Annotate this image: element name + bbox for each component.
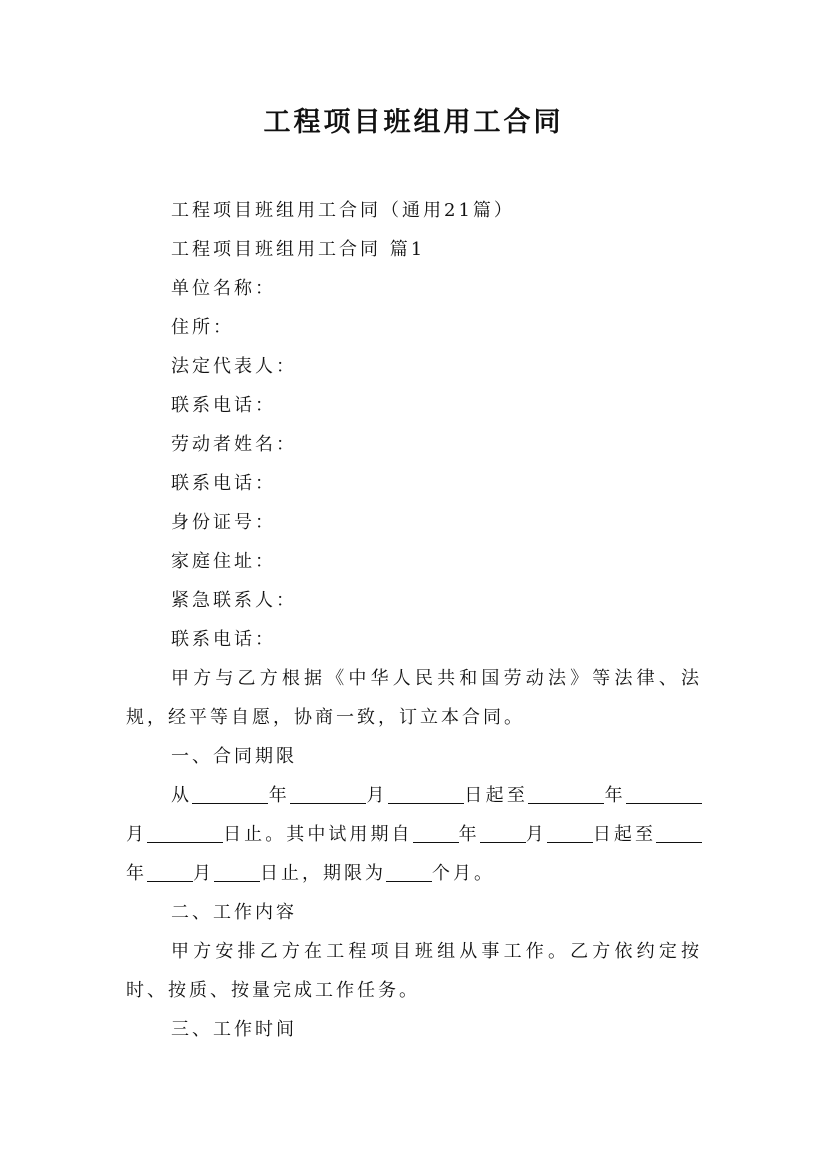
term-year-end: 年 [604, 785, 627, 806]
blank-line [656, 824, 702, 843]
trial-months: 个月。 [432, 863, 495, 884]
blank-line [413, 824, 459, 843]
blank-line [626, 785, 702, 804]
content-heading: 二、工作内容 [171, 902, 297, 923]
field-employer-name: 单位名称： [171, 278, 276, 299]
trial-year-end: 年 [126, 863, 147, 884]
term-month: 月 [366, 785, 388, 806]
document-subtitle: 工程项目班组用工合同（通用21篇） [171, 200, 515, 221]
field-home-address: 家庭住址： [171, 551, 276, 572]
term-day-start: 日起至 [463, 785, 529, 806]
time-heading: 三、工作时间 [171, 1019, 297, 1040]
term-paragraph [126, 776, 702, 893]
blank-line [147, 863, 193, 882]
blank-line [214, 863, 260, 882]
trial-day-end: 日止，期限为 [260, 863, 386, 884]
field-emergency-contact: 紧急联系人： [171, 590, 297, 611]
blank-line [528, 785, 604, 804]
term-day-end-trial: 日止。其中试用期自 [223, 824, 413, 845]
blank-line [147, 824, 223, 843]
field-address: 住所： [171, 317, 234, 338]
field-worker-phone: 联系电话： [171, 473, 276, 494]
term-from: 从 [171, 785, 193, 806]
term-heading: 一、合同期限 [171, 746, 297, 767]
blank-line [480, 824, 526, 843]
field-id-number: 身份证号： [171, 512, 276, 533]
field-emergency-phone: 联系电话： [171, 629, 276, 650]
blank-line [547, 824, 593, 843]
term-year: 年 [268, 785, 291, 806]
field-legal-representative: 法定代表人： [171, 356, 297, 377]
trial-month-end: 月 [193, 863, 214, 884]
field-employer-phone: 联系电话： [171, 395, 276, 416]
document-title: 工程项目班组用工合同 [263, 107, 564, 138]
term-month-end: 月 [126, 824, 148, 845]
blank-line [192, 785, 268, 804]
blank-line [386, 863, 432, 882]
blank-line [388, 785, 464, 804]
blank-line [290, 785, 366, 804]
trial-month: 月 [525, 824, 547, 845]
document-body [126, 191, 702, 1049]
section-heading: 工程项目班组用工合同 篇1 [171, 239, 426, 260]
intro-paragraph: 甲方与乙方根据《中华人民共和国劳动法》等法律、法规，经平等自愿，协商一致，订立本合同。 [126, 668, 702, 728]
content-paragraph: 甲方安排乙方在工程项目班组从事工作。乙方依约定按时、按质、按量完成工作任务。 [126, 941, 702, 1001]
trial-day-start: 日起至 [592, 824, 657, 845]
trial-year: 年 [458, 824, 480, 845]
field-worker-name: 劳动者姓名： [171, 434, 297, 455]
